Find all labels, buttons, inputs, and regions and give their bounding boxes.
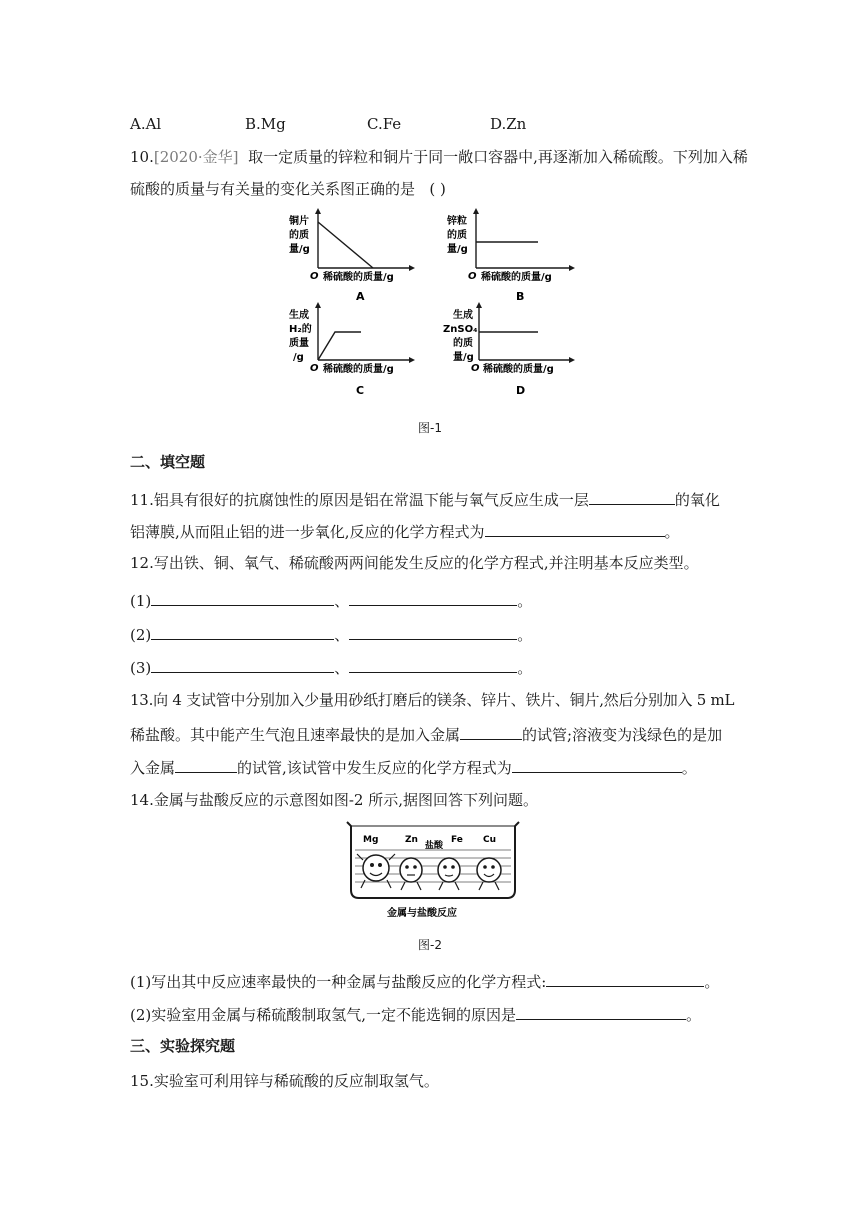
graph-a-ylabel-3: 量/g bbox=[289, 244, 310, 255]
beaker-caption: 金属与盐酸反应 bbox=[387, 908, 457, 919]
q13-line2: 稀盐酸。其中能产生气泡且速率最快的是加入金属 的试管;溶液变为浅绿色的是加 bbox=[130, 723, 722, 745]
answer-blank[interactable] bbox=[349, 589, 517, 606]
graph-c-ylabel-4: /g bbox=[293, 352, 304, 363]
q12-item-2: (2) 、 。 bbox=[130, 623, 532, 645]
cu-figure-icon bbox=[477, 858, 501, 890]
graph-a-curve bbox=[318, 222, 373, 268]
graph-c-origin: O bbox=[310, 363, 319, 374]
graph-c bbox=[289, 302, 415, 397]
answer-blank[interactable] bbox=[151, 656, 334, 673]
answer-blank[interactable] bbox=[175, 756, 237, 773]
q12-stem: 12.写出铁、铜、氧气、稀硫酸两两间能发生反应的化学方程式,并注明基本反应类型。 bbox=[130, 554, 699, 572]
graph-c-curve bbox=[318, 332, 361, 360]
q11-line2: 铝薄膜,从而阻止铝的进一步氧化,反应的化学方程式为 。 bbox=[130, 520, 680, 542]
graph-c-ylabel-3: 质量 bbox=[289, 338, 309, 349]
answer-blank[interactable] bbox=[151, 589, 334, 606]
graph-d-letter: D bbox=[516, 384, 526, 397]
graph-d-origin: O bbox=[471, 363, 480, 374]
beaker-label-cu: Cu bbox=[483, 835, 497, 845]
graph-a-xlabel: 稀硫酸的质量/g bbox=[323, 272, 394, 283]
graph-b-ylabel-1: 锌粒 bbox=[447, 216, 467, 227]
q14-stem: 14.金属与盐酸反应的示意图如图-2 所示,据图回答下列问题。 bbox=[130, 791, 539, 809]
answer-blank[interactable] bbox=[460, 723, 522, 740]
q10-source: [2020·金华] bbox=[153, 148, 239, 166]
q10-stem-text: 取一定质量的锌粒和铜片于同一敞口容器中,再逐渐加入稀硫酸。下列加入稀 bbox=[248, 148, 748, 166]
answer-blank[interactable] bbox=[349, 623, 517, 640]
section-2-title: 二、填空题 bbox=[130, 453, 206, 471]
q14-sub1: (1)写出其中反应速率最快的一种金属与盐酸反应的化学方程式: 。 bbox=[130, 970, 719, 992]
graph-b-ylabel-3: 量/g bbox=[447, 244, 468, 255]
option-c: C.Fe bbox=[367, 115, 402, 133]
graph-d-ylabel-3: 的质 bbox=[453, 338, 473, 349]
graph-a-letter: A bbox=[356, 290, 365, 303]
answer-blank[interactable] bbox=[512, 756, 682, 773]
q10-stem-line2: 硫酸的质量与有关量的变化关系图正确的是 ( ) bbox=[130, 180, 446, 198]
graph-c-xlabel: 稀硫酸的质量/g bbox=[323, 364, 394, 375]
graph-a-ylabel-2: 的质 bbox=[289, 230, 309, 241]
graph-b bbox=[446, 208, 575, 303]
answer-blank[interactable] bbox=[589, 488, 675, 505]
answer-blank[interactable] bbox=[151, 623, 334, 640]
figure-1-graphs bbox=[283, 208, 583, 403]
graph-c-letter: C bbox=[356, 384, 365, 397]
answer-blank[interactable] bbox=[546, 970, 704, 987]
graph-a-origin: O bbox=[310, 271, 319, 282]
option-a: A.Al bbox=[130, 115, 162, 133]
answer-blank[interactable] bbox=[485, 520, 665, 537]
q10-stem-line1 bbox=[130, 147, 748, 167]
q12-item-3: (3) 、 。 bbox=[130, 656, 532, 678]
section-3-title: 三、实验探究题 bbox=[130, 1037, 236, 1055]
graph-b-letter: B bbox=[516, 290, 525, 303]
option-b: B.Mg bbox=[245, 115, 286, 133]
beaker-label-zn: Zn bbox=[405, 835, 418, 845]
figure-2-beaker bbox=[343, 820, 523, 920]
beaker-label-mg: Mg bbox=[363, 835, 379, 845]
graph-d-ylabel-1: 生成 bbox=[453, 310, 473, 321]
fe-figure-icon bbox=[438, 858, 460, 890]
zn-figure-icon bbox=[400, 858, 422, 890]
graph-b-ylabel-2: 的质 bbox=[447, 230, 467, 241]
graph-b-xlabel: 稀硫酸的质量/g bbox=[481, 272, 552, 283]
graph-d-ylabel-4: 量/g bbox=[453, 352, 474, 363]
q13-line3: 入金属 的试管,该试管中发生反应的化学方程式为 。 bbox=[130, 756, 697, 778]
q14-sub2: (2)实验室用金属与稀硫酸制取氢气,一定不能选铜的原因是 。 bbox=[130, 1003, 701, 1025]
q13-line1: 13.向 4 支试管中分别加入少量用砂纸打磨后的镁条、锌片、铁片、铜片,然后分别加入 5 mL bbox=[130, 691, 735, 709]
beaker-label-acid: 盐酸 bbox=[425, 841, 444, 851]
figure-1-caption: 图-1 bbox=[418, 421, 442, 435]
q15-stem: 15.实验室可利用锌与稀硫酸的反应制取氢气。 bbox=[130, 1072, 439, 1090]
beaker-label-fe: Fe bbox=[451, 835, 463, 845]
option-d: D.Zn bbox=[490, 115, 527, 133]
graph-d bbox=[443, 302, 575, 397]
answer-paren: ( ) bbox=[429, 180, 446, 198]
graph-b-origin: O bbox=[468, 271, 477, 282]
graph-d-xlabel: 稀硫酸的质量/g bbox=[483, 364, 554, 375]
answer-blank[interactable] bbox=[516, 1003, 686, 1020]
graph-d-ylabel-2: ZnSO₄ bbox=[443, 324, 478, 335]
figure-2-caption: 图-2 bbox=[418, 938, 442, 952]
answer-blank[interactable] bbox=[349, 656, 517, 673]
graph-c-ylabel-2: H₂的 bbox=[289, 324, 312, 335]
graph-a bbox=[288, 208, 415, 303]
q12-item-1: (1) 、 。 bbox=[130, 589, 532, 611]
q10-number: 10. bbox=[130, 148, 154, 166]
mg-figure-icon bbox=[357, 854, 395, 888]
graph-c-ylabel-1: 生成 bbox=[289, 310, 309, 321]
q11-line1: 11.铝具有很好的抗腐蚀性的原因是铝在常温下能与氧气反应生成一层 的氧化 bbox=[130, 488, 720, 510]
graph-a-ylabel-1: 铜片 bbox=[289, 216, 309, 227]
